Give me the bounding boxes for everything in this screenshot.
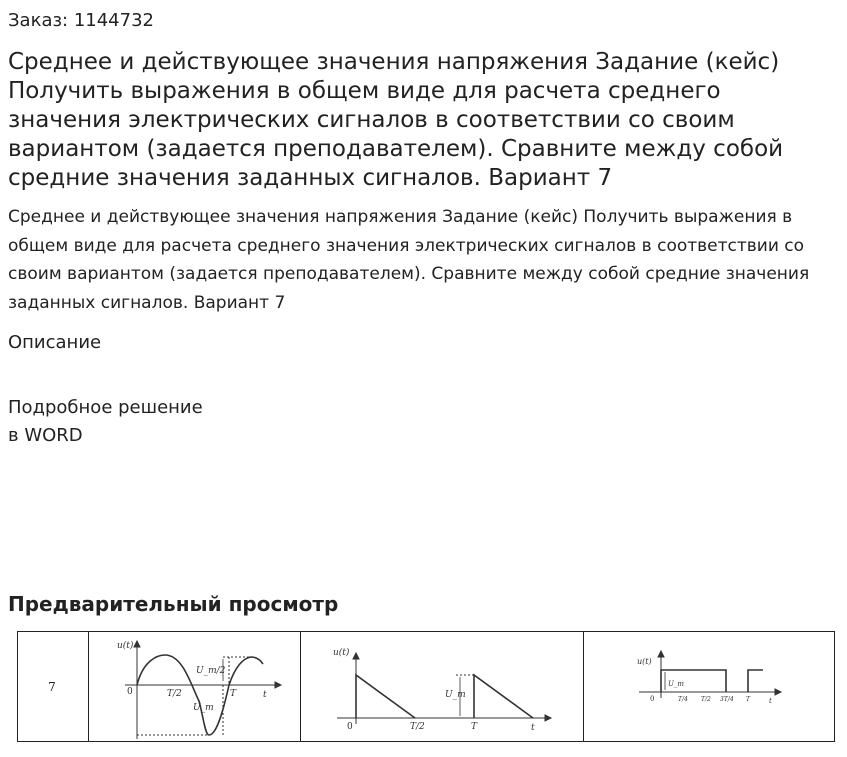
graph3-t-arrow	[775, 689, 781, 695]
graph1-origin: 0	[127, 687, 133, 697]
graph2-origin: 0	[347, 722, 353, 732]
graph3-origin: 0	[650, 695, 655, 703]
graph1-amp-half: U_m/2	[196, 666, 226, 676]
graph3-t: t	[769, 697, 772, 705]
graph2-ylabel: u(t)	[333, 648, 350, 658]
preview-table-figure	[17, 631, 835, 742]
variant-number: 7	[48, 680, 56, 694]
graph-sine	[125, 641, 281, 739]
graph3-tick1: T/4	[678, 696, 688, 703]
graph3-amp: U_m	[668, 680, 685, 688]
task-description: Среднее и действующее значения напряжения Задание (кейс) Получить выражения в общем виде для расчета среднего значения электрических сигналов в соответствии со своим вариантом (задается преподавателем). Сравните между собой средние значения заданных сигналов. Вариант 7	[8, 207, 810, 313]
graph2-amp: U_m	[445, 690, 466, 700]
graph2-u-arrow	[353, 653, 359, 659]
solution-info	[8, 394, 203, 450]
solution-line-1: Подробное решение	[8, 397, 203, 418]
graph1-ylabel: u(t)	[117, 641, 134, 651]
preview-image[interactable]	[17, 631, 835, 742]
graph2-t-arrow	[545, 715, 551, 721]
graph1-t-arrow	[275, 682, 281, 688]
graph1-half-period: T/2	[167, 689, 182, 699]
graph1-t: t	[263, 690, 267, 700]
table-border	[18, 632, 835, 742]
graph2-t: t	[531, 723, 535, 733]
graph2-ramp-2	[474, 675, 533, 718]
graph1-amp: U_m	[193, 703, 214, 713]
graph3-ylabel: u(t)	[637, 657, 652, 666]
graph3-pulse-2	[748, 670, 763, 692]
page-title: Среднее и действующее значения напряжения Задание (кейс) Получить выражения в общем виде для расчета среднего значения электрических сигналов в соответствии со своим вариантом (задается преподавателем). Сравните между собой средние значения заданных сигналов. Вариант 7	[8, 49, 784, 191]
graph3-tick4: T	[746, 696, 751, 703]
graph3-u-arrow	[658, 651, 664, 657]
graph3-tick2: T/2	[701, 696, 711, 703]
graph2-half-period: T/2	[410, 722, 425, 732]
graph-pulses	[639, 651, 781, 698]
solution-line-2: в WORD	[8, 425, 83, 446]
graph2-period: T	[471, 722, 478, 732]
graph2-ramp-1	[356, 675, 415, 718]
order-number: Заказ: 1144732	[8, 10, 154, 31]
description-section-label: Описание	[8, 332, 102, 353]
graph1-period: T	[230, 689, 237, 699]
preview-heading: Предварительный просмотр	[8, 592, 339, 616]
graph3-tick3: 3T/4	[720, 696, 734, 703]
graph-sawtooth	[337, 653, 551, 724]
graph1-u-arrow	[134, 641, 140, 647]
